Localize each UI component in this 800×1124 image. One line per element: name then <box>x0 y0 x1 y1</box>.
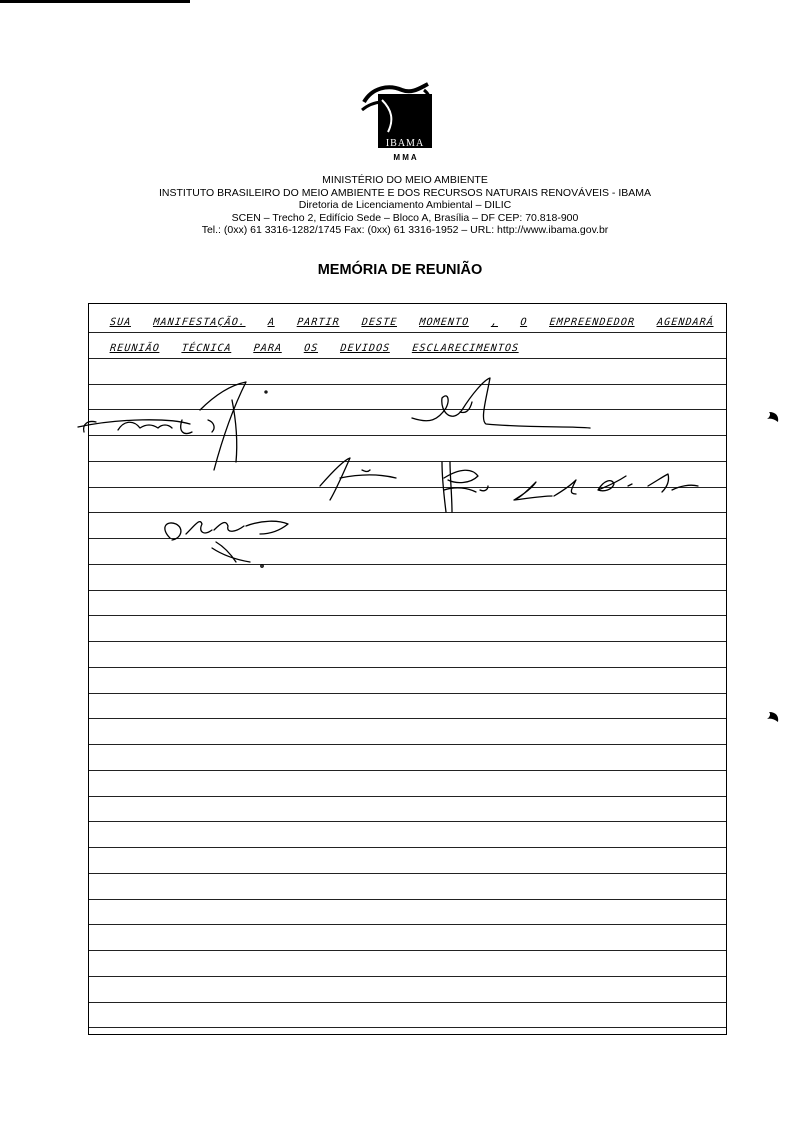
scan-edge-mark <box>0 0 190 3</box>
ruled-line <box>89 332 726 333</box>
letterhead <box>60 174 750 237</box>
directorate-name: Diretoria de Licenciamento Ambiental – DILIC <box>298 199 512 212</box>
ruled-line <box>89 615 726 616</box>
notes-line-1: SUA MANIFESTAÇÃO. A PARTIR DESTE MOMENTO , O EMPREENDEDOR AGENDARÁ <box>109 317 715 328</box>
ibama-logo-icon <box>358 80 442 164</box>
ruled-line <box>89 409 726 410</box>
ruled-line <box>89 976 726 977</box>
ruled-line <box>89 487 726 488</box>
ruled-line <box>89 564 726 565</box>
ruled-line <box>89 873 726 874</box>
ruled-line <box>89 950 726 951</box>
ruled-line <box>89 847 726 848</box>
ruled-line <box>89 590 726 591</box>
ruled-line <box>89 667 726 668</box>
notes-line-2: REUNIÃO TÉCNICA PARA OS DEVIDOS ESCLARECIMENTOS <box>109 343 520 354</box>
logo-subtitle: M M A <box>393 153 417 162</box>
meeting-notes-form <box>88 303 727 1035</box>
ruled-line <box>89 461 726 462</box>
punch-hole-icon <box>766 410 780 424</box>
ruled-line <box>89 1027 726 1028</box>
ministry-name: MINISTÉRIO DO MEIO AMBIENTE <box>322 174 488 186</box>
ruled-line <box>89 899 726 900</box>
ruled-line <box>89 358 726 359</box>
logo-wordmark: IBAMA <box>385 138 425 149</box>
ruled-line <box>89 821 726 822</box>
ruled-line <box>89 693 726 694</box>
ruled-line <box>89 718 726 719</box>
institute-name: INSTITUTO BRASILEIRO DO MEIO AMBIENTE E DOS RECURSOS NATURAIS RENOVÁVEIS - IBAMA <box>158 186 652 199</box>
address-line: SCEN – Trecho 2, Edifício Sede – Bloco A, Brasília – DF CEP: 70.818-900 <box>231 211 579 224</box>
ruled-line <box>89 744 726 745</box>
ruled-line <box>89 641 726 642</box>
ruled-line <box>89 1002 726 1003</box>
ruled-line <box>89 796 726 797</box>
contact-line: Tel.: (0xx) 61 3316-1282/1745 Fax: (0xx) 61 3316-1952 – URL: http://www.ibama.gov.br <box>201 224 609 237</box>
ruled-line <box>89 512 726 513</box>
ruled-line <box>89 384 726 385</box>
ruled-line <box>89 435 726 436</box>
punch-hole-icon <box>766 710 780 724</box>
ruled-line <box>89 538 726 539</box>
document-title: MEMÓRIA DE REUNIÃO <box>317 262 483 278</box>
ruled-line <box>89 770 726 771</box>
ruled-line <box>89 924 726 925</box>
